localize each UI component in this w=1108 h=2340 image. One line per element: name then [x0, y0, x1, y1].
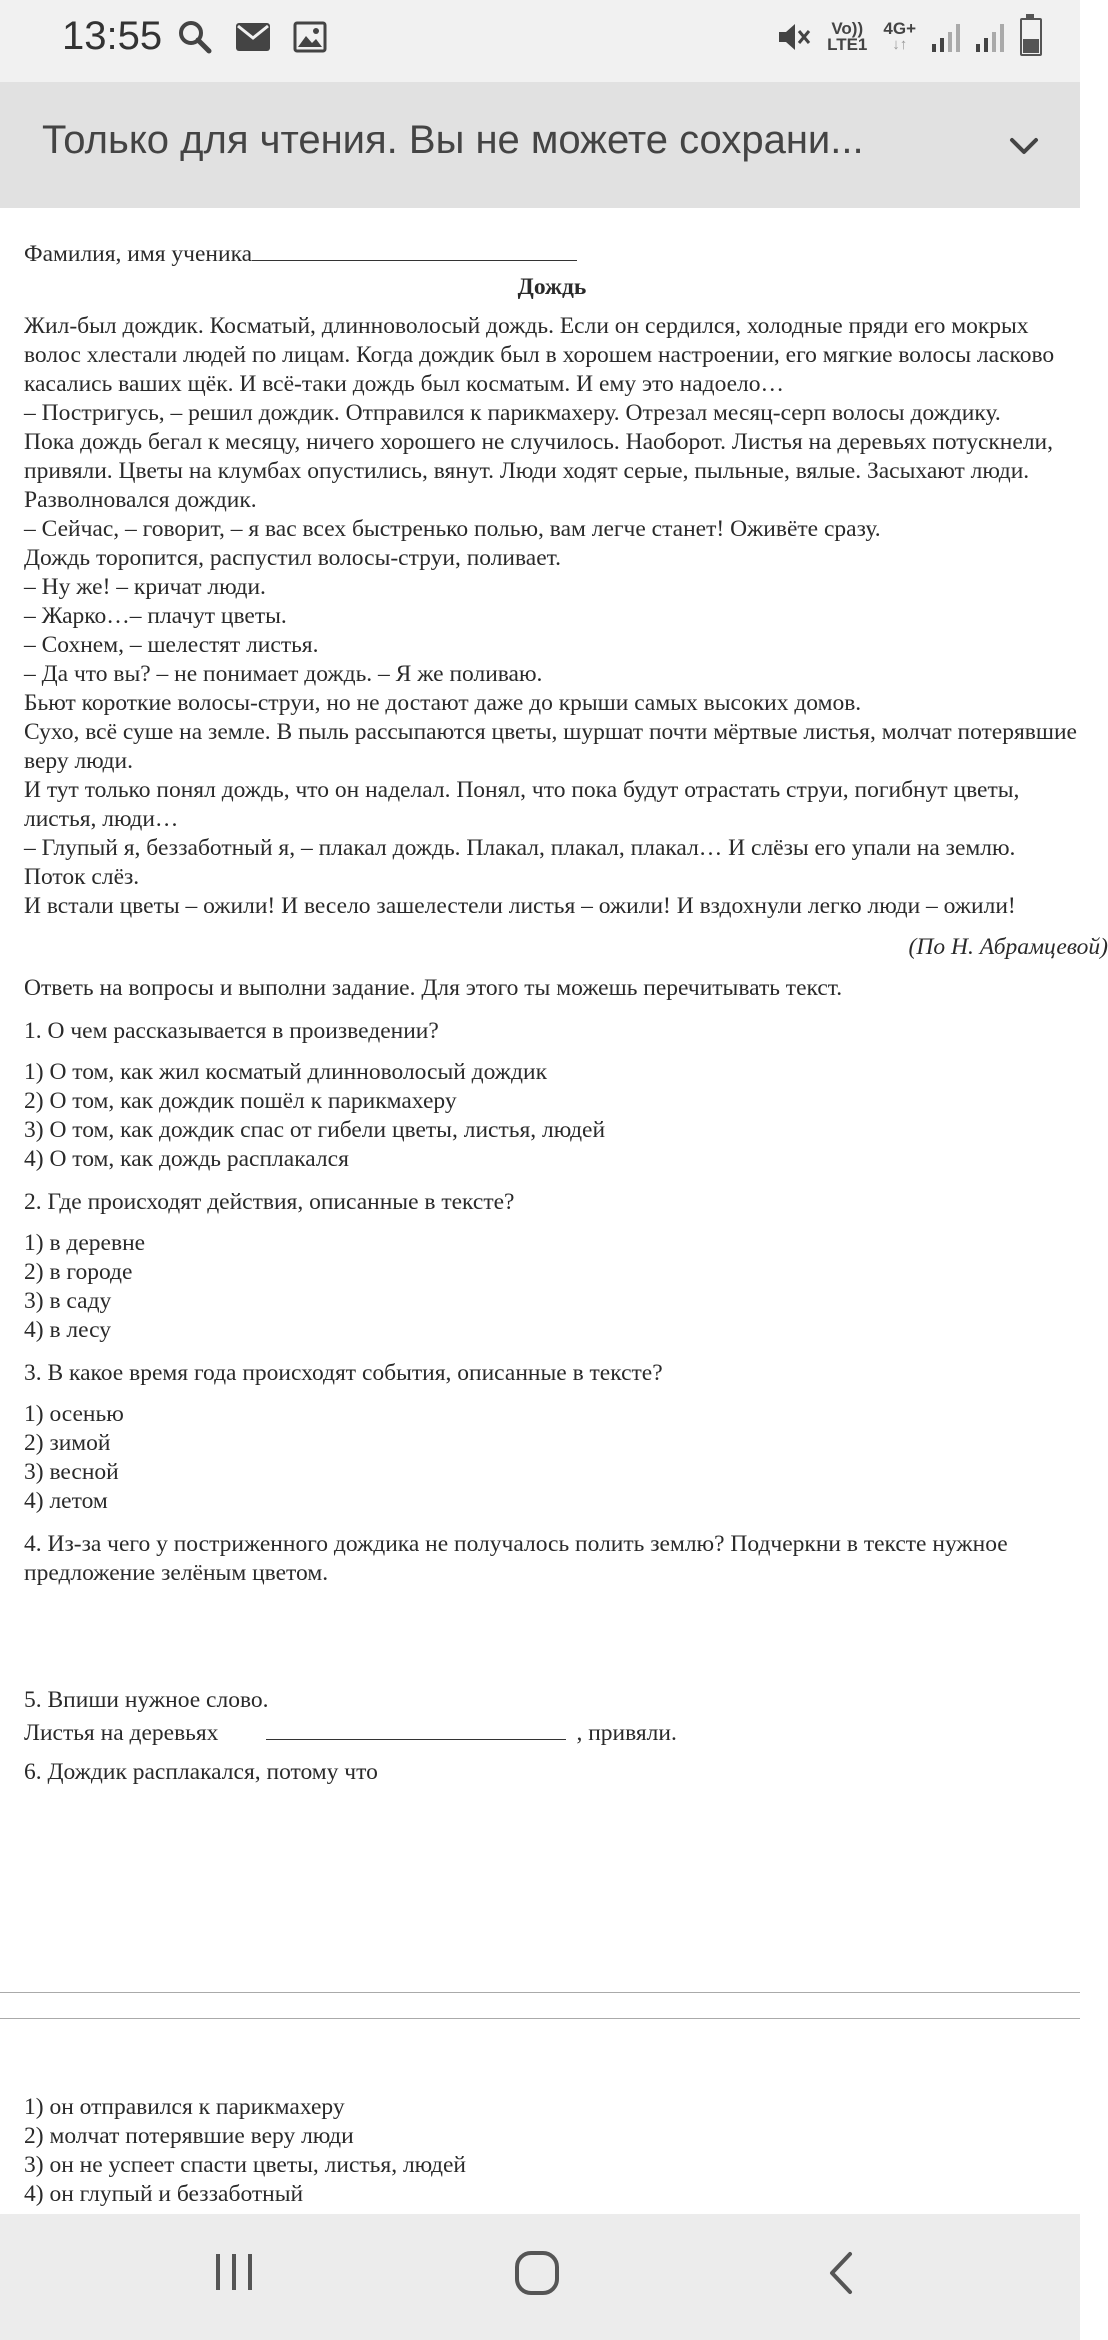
volte-label: Vo)) [831, 19, 864, 38]
document-page-2 [24, 2093, 466, 2209]
q5-fill-line [24, 1719, 1080, 1748]
question-4: 4. Из-за чего у постриженного дождика не получалось полить землю? Подчеркни в тексте нужное предложение зелёным цветом. [24, 1531, 1008, 1586]
story-paragraph: Сухо, всё суше на земле. В пыль рассыпаются цветы, шуршат почти мёртвые листья, молчат потерявшие веру люди. [24, 719, 1077, 774]
question-6: 6. Дождик расплакался, потому что [24, 1759, 378, 1785]
story-paragraph: – Да что вы? – не понимает дождь. – Я же поливаю. [24, 661, 543, 687]
q5-suffix: , привяли. [576, 1720, 677, 1746]
page-separator-bottom [0, 2018, 1080, 2019]
search-icon [178, 20, 212, 54]
q3-option: 1) осенью [24, 1401, 124, 1427]
lte-label: LTE1 [827, 35, 868, 54]
network-label: 4G+ [883, 19, 916, 38]
q1-option: 1) О том, как жил косматый длинноволосый дождик [24, 1059, 547, 1085]
image-icon [294, 22, 326, 52]
student-name-blank [252, 240, 577, 261]
story-paragraph: – Постригусь, – решил дождик. Отправился к парикмахеру. Отрезал месяц-серп волосы дождику. [24, 400, 1001, 426]
q1-option: 3) О том, как дождик спас от гибели цветы, листья, людей [24, 1117, 606, 1143]
q2-option: 2) в городе [24, 1259, 133, 1285]
story-paragraph: Бьют короткие волосы-струи, но не достают даже до крыши самых высоких домов. [24, 690, 862, 716]
network-indicator [883, 21, 916, 53]
q3-option: 4) летом [24, 1488, 108, 1514]
status-left-icons [178, 20, 326, 54]
mute-icon [777, 21, 811, 53]
story-paragraph: Жил-был дождик. Косматый, длинноволосый дождь. Если он сердился, холодные пряди его мокрых волос хлестали людей по лицам. Когда дождик был в хорошем настроении, его мягкие волосы ласково касались ваших щёк. И всё-таки дождь был косматым. И ему это надоело… [24, 313, 1055, 397]
story-paragraph: Пока дождь бегал к месяцу, ничего хорошего не случилось. Наоборот. Листья на деревьях потускнели, привяли. Цветы на клумбах опустились, вянут. Люди ходят серые, пыльные, вялые. Засыхают люди. [24, 429, 1053, 484]
q1-option: 2) О том, как дождик пошёл к парикмахеру [24, 1088, 457, 1114]
question-5: 5. Впиши нужное слово. [24, 1687, 269, 1713]
signal-icon [932, 22, 960, 52]
question-3: 3. В какое время года происходят события, описанные в тексте? [24, 1360, 663, 1386]
chevron-down-icon[interactable] [1004, 126, 1044, 166]
banner-title: Только для чтения. Вы не можете сохрани... [42, 118, 864, 162]
story-paragraph: – Глупый я, беззаботный я, – плакал дождь. Плакал, плакал, плакал… И слёзы его упали на землю. Поток слёз. [24, 835, 1016, 890]
q3-option: 3) весной [24, 1459, 119, 1485]
story-paragraph: И тут только понял дождь, что он наделал. Понял, что пока будут отрастать струи, погибнут цветы, листья, люди… [24, 777, 1020, 832]
back-icon[interactable] [822, 2248, 862, 2298]
story-text [24, 312, 1080, 921]
q6-option: 3) он не успеет спасти цветы, листья, людей [24, 2152, 466, 2178]
q6-option: 2) молчат потерявшие веру люди [24, 2123, 354, 2149]
navigation-bar [0, 2214, 1080, 2340]
q2-option: 3) в саду [24, 1288, 112, 1314]
q3-option: 2) зимой [24, 1430, 111, 1456]
story-paragraph: – Сейчас, – говорит, – я вас всех быстренько полью, вам легче станет! Оживёте сразу. [24, 516, 881, 542]
question-2: 2. Где происходят действия, описанные в тексте? [24, 1189, 515, 1215]
signal-icon [976, 22, 1004, 52]
volte-indicator [827, 21, 867, 53]
q6-option: 4) он глупый и беззаботный [24, 2181, 304, 2207]
story-paragraph: – Ну же! – кричат люди. [24, 574, 266, 600]
status-bar [0, 0, 1080, 82]
q2-option: 1) в деревне [24, 1230, 146, 1256]
status-right-icons [777, 18, 1042, 56]
document-page [24, 240, 1108, 1787]
q6-option: 1) он отправился к парикмахеру [24, 2094, 345, 2120]
story-title: Дождь [517, 274, 587, 300]
q1-option: 4) О том, как дождь расплакался [24, 1146, 349, 1172]
status-time: 13:55 [62, 14, 163, 58]
q5-prefix: Листья на деревьях [24, 1720, 219, 1746]
student-name-field [24, 240, 1080, 269]
story-paragraph: – Сохнем, – шелестят листья. [24, 632, 319, 658]
data-arrows-icon: ↓↑ [892, 36, 908, 53]
email-icon [236, 23, 270, 51]
student-name-label: Фамилия, имя ученика [24, 241, 253, 267]
read-only-banner [0, 82, 1080, 208]
q5-blank [266, 1719, 566, 1740]
q2-option: 4) в лесу [24, 1317, 112, 1343]
instructions: Ответь на вопросы и выполни задание. Для этого ты можешь перечитывать текст. [24, 975, 843, 1001]
battery-icon [1020, 18, 1042, 56]
story-author: (По Н. Абрамцевой) [908, 934, 1108, 960]
question-1: 1. О чем рассказывается в произведении? [24, 1018, 439, 1044]
home-icon[interactable] [512, 2248, 562, 2298]
story-paragraph: Дождь торопится, распустил волосы-струи, поливает. [24, 545, 562, 571]
story-paragraph: – Жарко…– плачут цветы. [24, 603, 287, 629]
story-paragraph: И встали цветы – ожили! И весело зашелестели листья – ожили! И вздохнули легко люди – ожили! [24, 893, 1016, 919]
story-paragraph: Разволновался дождик. [24, 487, 257, 513]
page-separator-top [0, 1992, 1080, 1993]
recent-apps-icon[interactable] [212, 2248, 256, 2296]
